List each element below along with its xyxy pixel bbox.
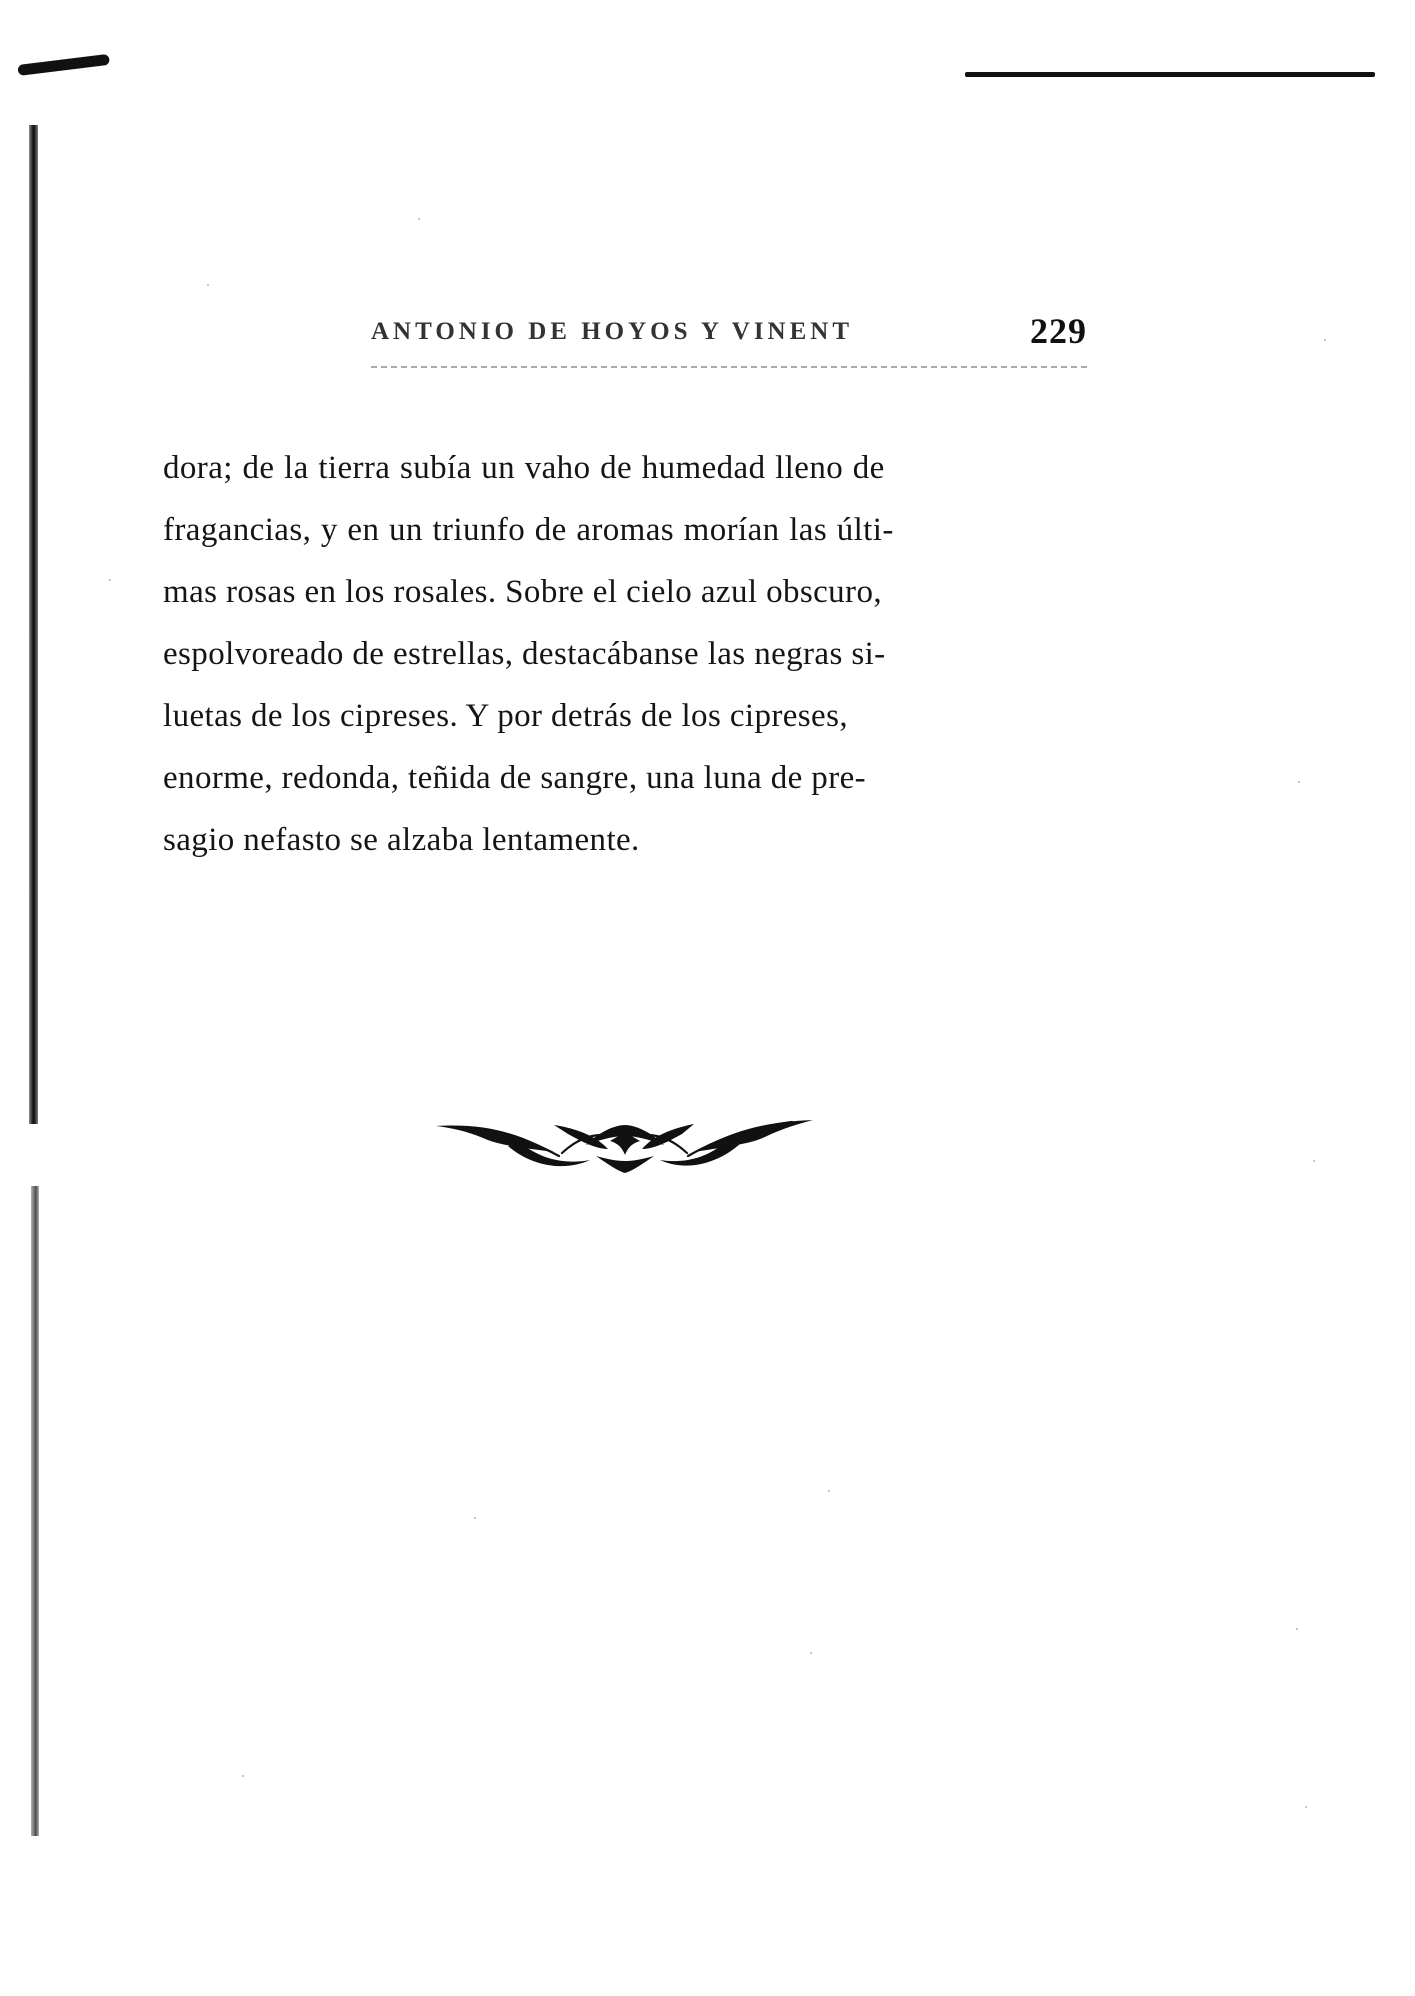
text-line: sagio nefasto se alzaba lentamente. (163, 822, 640, 858)
paper-speck (1313, 1160, 1315, 1162)
paper-speck (418, 218, 420, 220)
body-text (163, 437, 1091, 871)
paper-speck (1298, 781, 1300, 783)
text-line: mas rosas en los rosales. Sobre el cielo azul obscuro, (163, 574, 882, 610)
text-line: luetas de los cipreses. Y por detrás de los cipreses, (163, 698, 848, 734)
scan-left-edge-lower (31, 1186, 39, 1836)
paper-speck (242, 1775, 244, 1777)
running-head: ANTONIO DE HOYOS Y VINENT (371, 318, 854, 345)
text-line: dora; de la tierra subía un vaho de humedad lleno de (163, 450, 885, 486)
paper-speck (828, 1490, 830, 1492)
page-number: 229 (1030, 311, 1087, 351)
header-rule (371, 366, 1087, 368)
paper-speck (1324, 339, 1326, 341)
paper-speck (1296, 1628, 1298, 1630)
scan-edge-mark (17, 54, 110, 76)
paper-speck (810, 1652, 812, 1654)
text-line: enorme, redonda, teñida de sangre, una luna de pre- (163, 760, 867, 796)
scan-left-edge (29, 125, 38, 1124)
page-header (371, 311, 1087, 358)
paper-speck (109, 579, 111, 581)
paper-speck (474, 1517, 476, 1519)
paper-speck (1305, 1806, 1307, 1808)
decorative-ornament (436, 1118, 813, 1176)
scan-top-rule (965, 72, 1375, 77)
paper-speck (207, 284, 209, 286)
text-line: fragancias, y en un triunfo de aromas morían las últi- (163, 512, 894, 548)
text-line: espolvoreado de estrellas, destacábanse las negras si- (163, 636, 886, 672)
